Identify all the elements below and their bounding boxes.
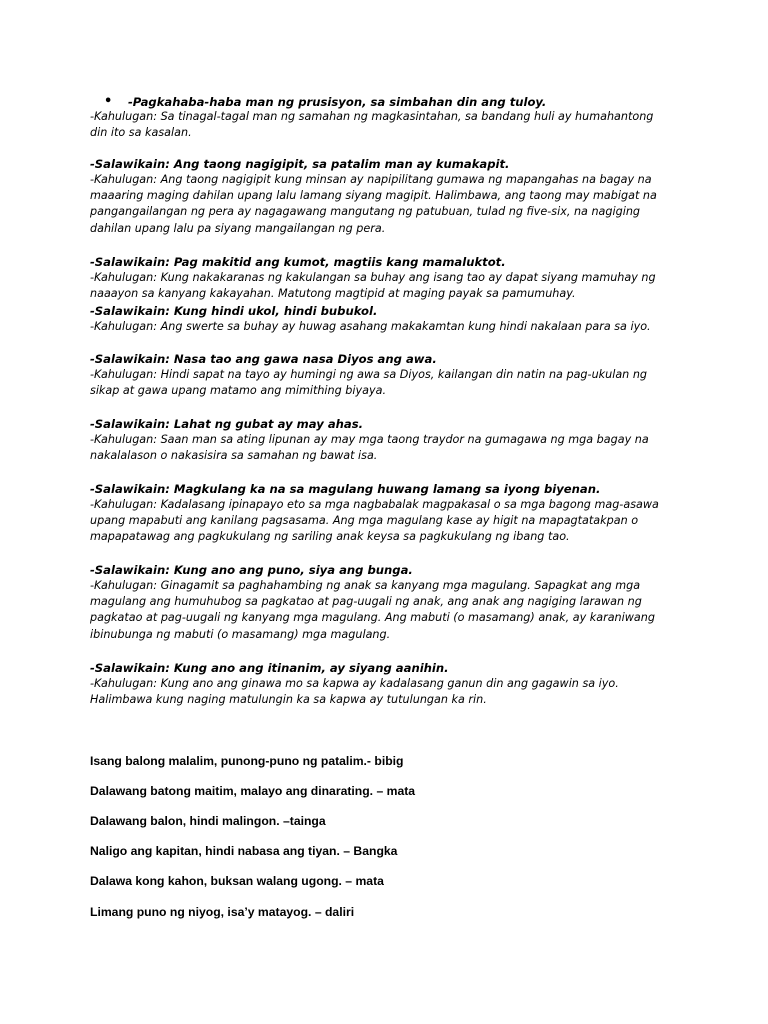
meaning-line: pagkatao at pag-uugali ng kanyang mga magulang. Ang mabuti (o masamang) anak, ay karaniwang (90, 611, 655, 625)
meaning-line: din ito sa kasalan. (90, 126, 192, 140)
meaning-line: magulang ang humuhubog sa pagkatao at pag-uugali ng anak, ang anak ang nagiging larawan ng (90, 595, 642, 609)
salawikain-title: -Salawikain: Kung ano ang itinanim, ay siyang aanihin. (90, 661, 449, 675)
salawikain-entry (90, 416, 690, 464)
salawikain-title: -Salawikain: Ang taong nagigipit, sa patalim man ay kumakapit. (90, 157, 510, 171)
meaning-line: Halimbawa kung naging matulungin ka sa kapwa ay tutulungan ka rin. (90, 693, 487, 707)
salawikain-entry (90, 562, 690, 643)
meaning-line: sikap at gawa upang matamo ang mimithing biyaya. (90, 384, 387, 398)
salawikain-title: -Salawikain: Lahat ng gubat ay may ahas. (90, 417, 364, 431)
meaning-line: -Kahulugan: Ginagamit sa paghahambing ng anak sa kanyang mga magulang. Sapagkat ang mga (90, 579, 641, 592)
salawikain-entry (90, 481, 690, 546)
meaning-line: pangangailangan ng pera ay nagagawang mangutang ng patubuan, tulad ng five-six, na nagiging (90, 205, 641, 219)
bugtong-line: Dalawang batong maitim, malayo ang dinarating. – mata (90, 784, 416, 798)
bugtong-line: Limang puno ng niyog, isa’y matayog. – daliri (90, 905, 355, 919)
meaning-line: mapapatawag ang pagkukulang ng sariling anak keysa sa pagkukulang ng ibang tao. (90, 530, 570, 544)
bugtong-line: Naligo ang kapitan, hindi nabasa ang tiyan. – Bangka (90, 844, 398, 858)
meaning-line: -Kahulugan: Sa tinagal-tagal man ng samahan ng magkasintahan, sa bandang huli ay humahantong (90, 110, 654, 123)
salawikain-title: -Salawikain: Magkulang ka na sa magulang huwang lamang sa iyong biyenan. (90, 482, 601, 496)
salawikain-entry (90, 303, 690, 335)
meaning-line: ibinubunga ng mabuti (o masamang) mga magulang. (90, 627, 391, 641)
salawikain-meaning (90, 109, 690, 141)
meaning-line: maaaring maging dahilan upang lalu lamang siyang magipit. Halimbawa, ang taong may mabigat na (90, 189, 657, 203)
meaning-line: -Kahulugan: Kung nakakaranas ng kakulangan sa buhay ang isang tao ay dapat siyang mamuhay ng (90, 271, 656, 284)
salawikain-entry (90, 156, 690, 237)
meaning-line: nakalalason o nakasisira sa samahan ng bawat isa. (90, 449, 378, 463)
salawikain-title: -Pagkahaba-haba man ng prusisyon, sa simbahan din ang tuloy. (128, 95, 547, 109)
salawikain-entry (90, 660, 690, 708)
meaning-line: -Kahulugan: Ang taong nagigipit kung minsan ay napipilitang gumawa ng mapangahas na bagay na (90, 173, 652, 186)
meaning-line: naaayon sa kanyang kakayahan. Matutong magtipid at maging payak sa pamumuhay. (90, 287, 576, 301)
bugtong-line: Isang balong malalim, punong-puno ng patalim.- bibig (90, 754, 404, 768)
salawikain-title: -Salawikain: Nasa tao ang gawa nasa Diyos ang awa. (90, 352, 437, 366)
meaning-line: -Kahulugan: Ang swerte sa buhay ay huwag asahang makakamtan kung hindi nakalaan para sa iyo. (90, 320, 651, 333)
salawikain-title: -Salawikain: Kung hindi ukol, hindi bubukol. (90, 304, 378, 318)
salawikain-title: -Salawikain: Kung ano ang puno, siya ang bunga. (90, 563, 413, 577)
meaning-line: -Kahulugan: Kadalasang ipinapayo eto sa mga nagbabalak magpakasal o sa mga bagong mag-asawa (90, 498, 659, 511)
bugtong-line: Dalawa kong kahon, buksan walang ugong. – mata (90, 874, 384, 888)
salawikain-entry (90, 254, 690, 302)
meaning-line: -Kahulugan: Kung ano ang ginawa mo sa kapwa ay kadalasang ganun din ang gagawin sa iyo. (90, 677, 619, 690)
meaning-line: -Kahulugan: Hindi sapat na tayo ay humingi ng awa sa Diyos, kailangan din natin na pag-ukulan ng (90, 368, 648, 381)
salawikain-entry (90, 351, 690, 399)
meaning-line: dahilan upang lalu pa siyang mangailangan ng pera. (90, 221, 386, 235)
bullet-icon: • (104, 94, 113, 109)
salawikain-title: -Salawikain: Pag makitid ang kumot, magtiis kang mamaluktot. (90, 255, 506, 269)
meaning-line: upang mapabuti ang kanilang pagsasama. Ang mga magulang kase ay higit na mapagtatakpan o (90, 514, 639, 528)
meaning-line: -Kahulugan: Saan man sa ating lipunan ay may mga taong traydor na gumagawa ng mga bagay na (90, 433, 649, 446)
bugtong-line: Dalawang balon, hindi malingon. –tainga (90, 814, 326, 828)
